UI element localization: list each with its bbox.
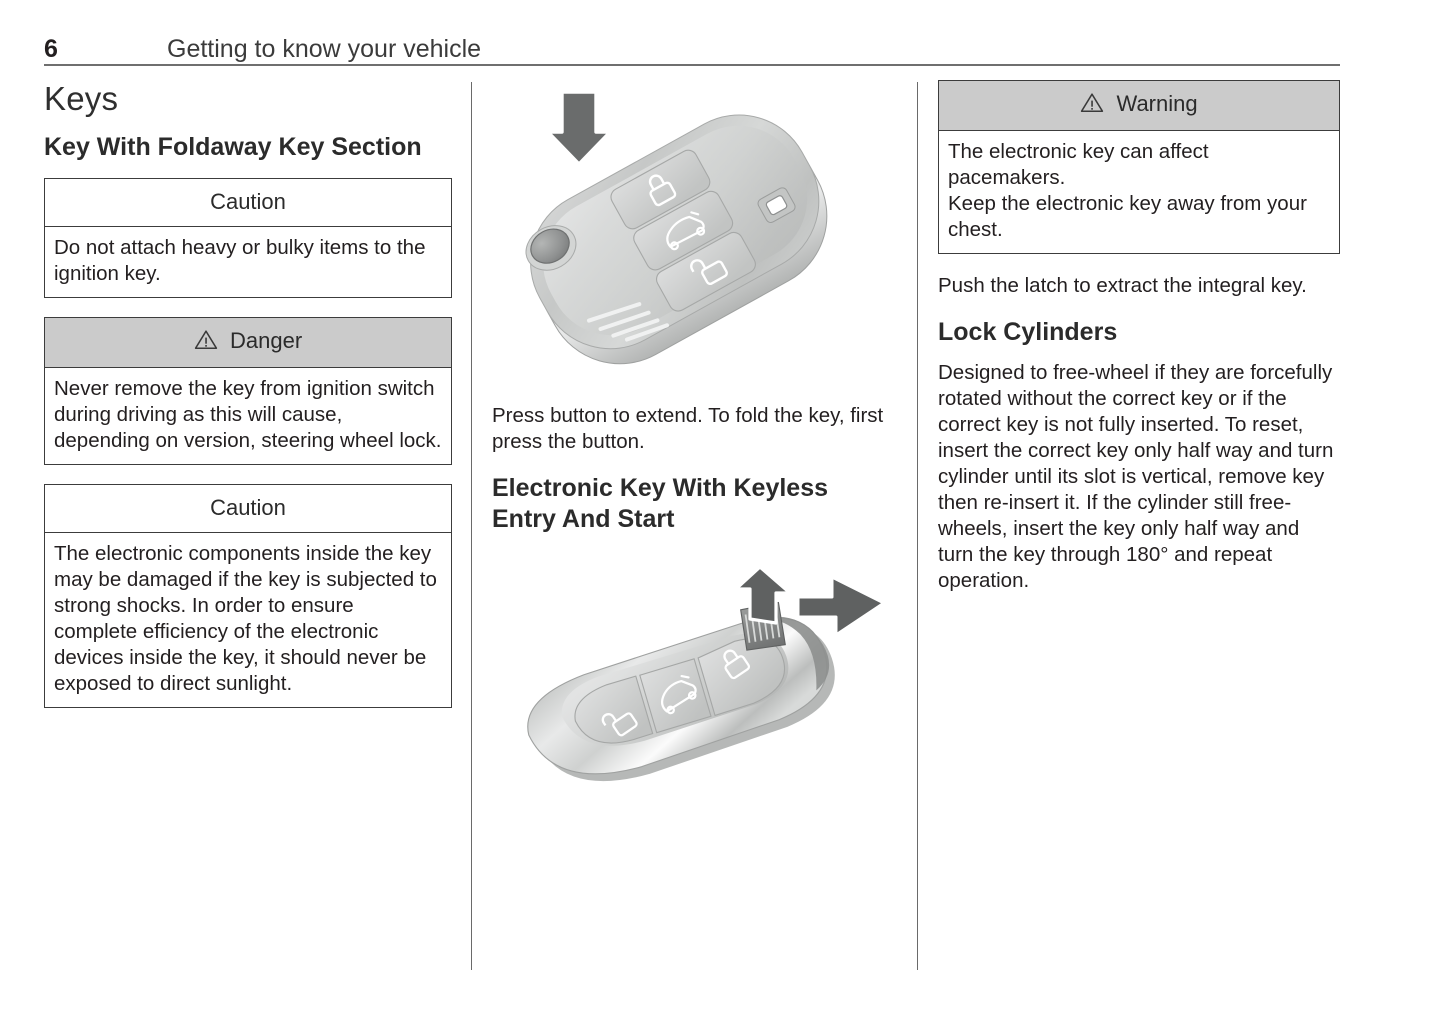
- column-divider-2: [917, 82, 918, 970]
- caution-body-2: The electronic components inside the key may be damaged if the key is subjected to strong shocks. In order to ensure complete efficiency of the electronic devices inside the key, it should never be exposed to direct sunlight.: [54, 542, 437, 695]
- middle-column: [492, 80, 892, 865]
- chapter-title: Keys: [44, 80, 119, 117]
- warning-body-line-2: Keep the electronic key away from your chest.: [948, 192, 1307, 241]
- foldaway-key-illustration: [492, 80, 892, 385]
- header-title: Getting to know your vehicle: [167, 35, 482, 63]
- caution-body: Do not attach heavy or bulky items to the ignition key.: [54, 236, 426, 285]
- warning-heading-label: Warning: [1116, 91, 1198, 116]
- warning-box-pacemakers: [938, 80, 1340, 254]
- right-column: [938, 80, 1340, 594]
- electronic-key-illustration: [492, 547, 892, 847]
- caution-box-ignition-key: [44, 178, 452, 298]
- page-number: 6: [44, 35, 58, 63]
- caution-box-electronic-components: [44, 484, 452, 708]
- warning-triangle-icon: [194, 329, 218, 357]
- lock-cylinders-text: Designed to free-wheel if they are forcefully rotated without the correct key or if the correct key is not fully inserted. To reset, insert the correct key only half way and turn cylinder until its slot is vertical, remove key then re-insert it. If the cylinder still free-wheels, insert the key only half way and turn the key through 180° and repeat operation.: [938, 361, 1334, 592]
- section-title-foldaway-key: Key With Foldaway Key Section: [44, 133, 422, 161]
- warning-heading: [939, 81, 1339, 131]
- danger-heading: [45, 318, 451, 368]
- caution-heading-2: Caution: [45, 485, 451, 533]
- caution-heading: Caution: [45, 179, 451, 227]
- page-header: [44, 34, 1340, 66]
- press-button-instruction: Press button to extend. To fold the key, first press the button.: [492, 404, 884, 453]
- danger-heading-label: Danger: [229, 328, 303, 353]
- warning-body-line-1: The electronic key can affect pacemakers.: [948, 140, 1209, 189]
- danger-box-ignition-switch: [44, 317, 452, 465]
- latch-instruction: Push the latch to extract the integral key.: [938, 274, 1307, 297]
- press-down-arrow: [548, 92, 610, 164]
- section-title-lock-cylinders: Lock Cylinders: [938, 318, 1118, 346]
- section-title-electronic-key: Electronic Key With Keyless Entry And Start: [492, 474, 829, 533]
- danger-body: Never remove the key from ignition switch during driving as this will cause, depending on version, steering wheel lock.: [54, 377, 442, 452]
- left-column: [44, 80, 452, 727]
- column-divider-1: [471, 82, 472, 970]
- warning-body: [939, 131, 1339, 253]
- extract-key-right-arrow: [798, 577, 884, 635]
- warning-triangle-icon: [1080, 92, 1104, 120]
